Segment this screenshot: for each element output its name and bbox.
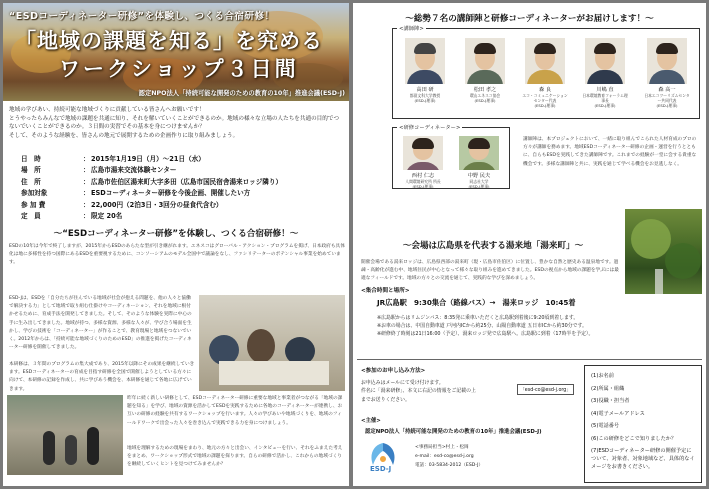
detail-key: 定 員 <box>21 212 41 221</box>
intro-line: とうやったらみんなで地域の課題を共通に知り、それを解いていくことができるのか。地域の様々な立場の人たちを共通の目的でつないでいくことができるのか。３日間の実習でその基本を身につけませんか？ <box>9 115 340 131</box>
lecturer-role: エコ・コミュニケーションセンター代表 (ESD-J理事) <box>522 93 568 108</box>
application-fields-box <box>584 365 702 483</box>
contact-email[interactable]: e-mail：esd-co@esd-j.org <box>415 454 474 459</box>
coordinator-card <box>455 136 503 189</box>
application-field: (3)役職・担当者 <box>591 398 630 405</box>
portrait-photo <box>465 38 505 84</box>
detail-key: 参加対象 <box>21 189 48 198</box>
fieldwork-photo <box>7 395 123 475</box>
lecturer-name: 森 良 <box>538 87 552 93</box>
workshop-photo <box>199 295 345 391</box>
detail-value: 2015年1月19日（月）～21日（水） <box>91 155 205 163</box>
portrait-photo <box>525 38 565 84</box>
lecturer-name: 高田 研 <box>416 87 434 93</box>
application-line: までお送りください。 <box>361 396 410 403</box>
lecturer-card <box>521 38 569 108</box>
detail-row-place: 場 所 ： 広島市湯来交流体験センター <box>21 165 341 176</box>
body-paragraph: ESDの10年は今年で終了しますが、2015年からESDのあらたな型が引き継がれます。ユネスコはグローバル・アクション・プログラムを掲げ、日本政府も具体化は地に多様性を持つ国際にあるESDを重要視するために、コンソーシアムのモデル全国中で議論をなし、ファシリテーターのポテンシャル事業を始めています。 <box>9 244 345 266</box>
lecturer-description: 講師陣は、本プロジェクトにおいて、一緒に取り組んでこられた人材育成のプロの方々が講師を務めます。地域ESDコーディネーター研修の企画・運営を行うとともに、自らもESDを実践してきた講師陣です。これまでの経験が一堂に会する貴重な機会です。多様な講師陣と共に、実践を通じて学べる機会をお見逃しなく。 <box>523 137 697 167</box>
coordinator-role: 人間環境研究所 所長 (ESD-J理事) <box>405 179 441 189</box>
coordinator-panel-label: <研修コーディネーター> <box>399 125 461 131</box>
flyer-page-right <box>353 3 706 486</box>
main-title-line-1: 「地域の課題を知る」を究める <box>15 29 323 53</box>
flyer-page-left <box>3 3 349 486</box>
contact-line: <事務局担当>村上・松岡 <box>415 445 469 450</box>
access-label: <集合時間と場所> <box>361 288 410 294</box>
detail-value: 広島市佐伯区湯来町大字多田（広島市国民宿舎湯来ロッジ隣り） <box>91 177 283 186</box>
portrait-photo <box>459 136 499 170</box>
body-paragraph: 昨年に続く新しい研修として、ESDコーディネーター研修に重要な地域と事業者がつながる「地域の課題を知る」を学び、地域の資源を活かしてESDを実践するために各地のコーディネーターが連携し、お互いの研修の経験を共有するワークショップを行います。人々の学びあいや地域づくりを、地域のフィールドワークで出会った人々を巻き込んで実践できる力を身につけましょう。 <box>127 396 343 426</box>
application-line: 件名に「湯来研修」、本文に右記の情報をご記載の上 <box>361 388 476 395</box>
detail-value: ESDコーディネーター研修を今後企画、開催したい方 <box>91 189 251 198</box>
detail-row-fee: 参 加 費 ： 22,000円（2泊3日・3回分の昼食代含む） <box>21 200 341 211</box>
portrait-photo <box>405 38 445 84</box>
application-line: お申込みはメールにて受け付けます。 <box>361 380 444 386</box>
contact-info <box>415 443 483 470</box>
access-notes <box>377 314 593 339</box>
detail-key: 参 加 費 <box>21 200 46 209</box>
organizer-label: <主催> <box>361 418 381 424</box>
hero-tagline: “ESDコーディネーター研修”を体験し、つくる合宿研修！ <box>9 11 275 22</box>
application-field: (1)お名前 <box>591 373 614 379</box>
detail-key: 住 所 <box>21 177 41 186</box>
section-title-lecturers: ～総勢７名の講師陣と研修コーディネーターがお届けします！～ <box>405 14 654 24</box>
detail-value: 広島市湯来交流体験センター <box>91 166 177 175</box>
section-title-venue: ～会場は広島県を代表する湯来地「湯来町」～ <box>402 241 584 251</box>
venue-description: 開催会場である湯来ロッジは、広島県西部の湯来町（現・広島市佐伯区）に位置し、豊かな自然と歴史ある温泉地です。過疎・高齢化が進む中、地域住民が中心となって様々な取り組みを進めてきました。ESDの視点から地域の課題を学ぶには最適なフィールドです。地域の方々との交流を通じて、実践的な学びを深めましょう。 <box>361 260 619 282</box>
detail-value: 22,000円（2泊3日・3回分の昼食代含む） <box>91 200 223 209</box>
lecturer-role: 環山エネスコ協会 (ESD-J理事) <box>469 93 501 103</box>
detail-value: 限定 20名 <box>91 212 123 221</box>
lecturer-card <box>643 38 691 108</box>
application-field: (7)ESDコーディネーター研修の開催予定について、対象者、対象地域など、具体的なイメージをお書きください。 <box>591 447 695 471</box>
body-paragraph: 本研修は、３年間のプログラムの集大成であり、2015年以降にその成果を継続していきます。ESDコーディネーターの育成を目指す研修を全国で開催しようとしている方々に向けて、本研修の記録を作成し、共に学びあう機会を、本研修を通じて各地に広げていきます。 <box>9 362 195 392</box>
esdj-logo-text: ESD-J <box>370 465 392 473</box>
lecturer-name: 森 高一 <box>658 87 676 93</box>
intro-line: 地域の学びあい、持続可能な地域づくりに貢献している皆さんへお願いです！ <box>9 107 205 113</box>
application-field: (5)電話番号 <box>591 423 620 430</box>
lecturer-role: 日本環境教育フォーラム理事長 (ESD-J理事) <box>582 93 628 108</box>
body-paragraph: 地域を理解するための現場をまわり、地元の方々と出会い、インタビューを行い、それをふまえた考えをまとめ、ワークショップ形式で地域の課題を探ります。自らの研修で活かし、これからの地域づくりを継続していくヒントを見つけてみませんか？ <box>127 446 343 468</box>
detail-row-address: 住 所 ： 広島市佐伯区湯来町大字多田（広島市国民宿舎湯来ロッジ隣り） <box>21 177 341 188</box>
lecturer-card <box>581 38 629 108</box>
detail-row-date: 日 時 ： 2015年1月19日（月）～21日（水） <box>21 154 341 165</box>
coordinator-name: 西村 仁志 <box>411 173 435 179</box>
access-note: ※広島駅からはリムジンバス：8:35発に乗車いただくと広島駅到着後に9:20頃到着します。 <box>377 315 579 321</box>
contact-phone: 電話：03-5834-2012（ESD-J） <box>415 463 484 468</box>
detail-row-target: 参加対象 ： ESDコーディネーター研修を今後企画、開催したい方 <box>21 188 341 199</box>
application-email-link[interactable]: 「esd-co@esd-j.org」 <box>517 384 574 395</box>
lecturer-role: 都留文科大学教授 (ESD-J理事) <box>409 93 441 103</box>
detail-key: 日 時 <box>21 155 41 163</box>
application-field: (6)この研修をどこで知りましたか？ <box>591 435 677 442</box>
esdj-logo-icon <box>365 439 401 479</box>
meeting-point: JR広島駅 9:30集合（路線バス）→ 湯来ロッジ 10:45着 <box>377 298 576 307</box>
access-note: ※お車の場合は、中国自動車道 戸河内ICから約25分、山陽自動車道 五日市ICから約30分です。 <box>377 323 587 330</box>
coordinator-name: 中野 民夫 <box>467 173 491 179</box>
lecturer-card <box>401 38 449 103</box>
detail-key: 場 所 <box>21 166 41 175</box>
coordinator-card <box>399 136 447 189</box>
lecturer-name: 川嶋 直 <box>596 87 614 93</box>
event-details <box>21 154 341 222</box>
main-title-line-2: ワークショップ３日間 <box>59 57 299 81</box>
lecturer-panel <box>392 28 700 119</box>
body-paragraph: ESD-Jは、ESDを「自分たちが住んでいる地域が社会が抱える問題を、他の人々と協働で解決する力」として地域で取り組む仕掛けやコーディネーション、それを地域に根付かせるために、育成手法を開発してきました。そして、そのような体験を実際に中心の手に生み出してきました。地域が持つ、多様な資源、多様な人々が、学び合う場面を生かし、学びの技術を「コーディネーター」が作ることで、教育現場と地域をつないでいく。2012年からは、「持続可能な地域づくりのためのESD」の推進を掲げたコーディネーター研修を開催してきました。 <box>9 296 192 351</box>
detail-row-capacity: 定 員 ： 限定 20名 <box>21 211 341 222</box>
forest-photo <box>625 209 702 294</box>
portrait-photo <box>585 38 625 84</box>
intro-text <box>9 106 343 140</box>
access-note: ※研修終了時刻は21日16:00（予定）、湯来ロッジ発で広島駅へ。広島駅に到着（17時半を予定）。 <box>377 331 594 338</box>
application-field: (2)所属・組織 <box>591 385 625 392</box>
coordinator-panel <box>392 127 510 189</box>
intro-line: そして、そのような経験を、皆さんの地元で展開するための企画作りに取り組みましょう。 <box>9 132 239 139</box>
hero-organizer: 認定NPO法人「持続可能な開発のための教育の10年」推進会議(ESD-J) <box>138 90 345 97</box>
portrait-photo <box>403 136 443 170</box>
organizer-name: 認定NPO法人「持続可能な開発のための教育の10年」推進会議(ESD-J) <box>365 429 542 435</box>
coordinator-role: 同志社大学 (ESD-J理事) <box>468 179 490 189</box>
application-field: (4)電子メールアドレス <box>591 410 645 417</box>
lecturer-role: 日本エコツーリズムセンター共同代表 (ESD-J理事) <box>644 93 690 108</box>
lecturer-panel-label: <講師陣> <box>399 26 424 32</box>
application-label: <参加のお申し込み方法> <box>361 368 426 374</box>
lecturer-card <box>461 38 509 103</box>
hero-banner <box>3 3 349 101</box>
section-title-experience: ～“ESDコーディネーター研修”を体験し、つくる合宿研修！～ <box>53 229 299 239</box>
section-divider <box>357 359 702 360</box>
portrait-photo <box>647 38 687 84</box>
lecturer-name: 松田 孝之 <box>473 87 497 93</box>
